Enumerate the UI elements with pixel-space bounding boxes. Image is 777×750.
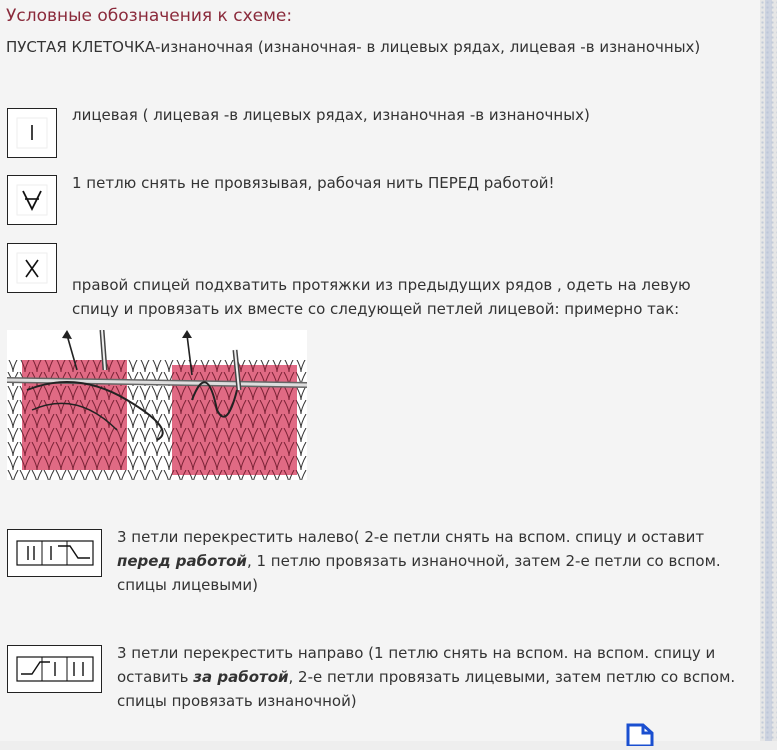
legend-text-cross: правой спицей подхватить протяжки из предыдущих рядов , одеть на левую спицу и провязать их вместе со следующей петлей лицевой: примерно так: xyxy=(72,276,691,318)
cable-left-symbol-icon xyxy=(7,529,102,577)
scrollbar[interactable] xyxy=(760,0,777,741)
cable-right-text-end: , 2-е петли провязать лицевыми, затем петлю со вспом. спицы провязать изнаночной) xyxy=(117,668,736,710)
cable-right-text-start: 3 петли перекрестить направо (1 петлю снять на вспом. на вспом. спицу и оставить xyxy=(117,644,716,686)
cable-left-text-start: 3 петли перекрестить налево( 2-е петли снять на вспом. спицу и оставит xyxy=(117,528,705,546)
slip-stitch-symbol-icon xyxy=(7,175,57,225)
cable-right-emphasis: за работой xyxy=(193,668,289,686)
page-title: Условные обозначения к схеме: xyxy=(6,6,293,26)
cable-left-emphasis: перед работой xyxy=(117,552,247,570)
legend-text-slip: 1 петлю снять не провязывая, рабочая нить ПЕРЕД работой! xyxy=(72,174,555,192)
scrollbar-texture xyxy=(760,0,777,741)
legend-text-cable-right xyxy=(117,641,747,713)
knitting-illustration xyxy=(7,330,307,480)
cross-symbol-icon xyxy=(7,243,57,293)
legend-text-cable-left xyxy=(117,525,737,597)
cable-left-text-end: , 1 петлю провязать изнаночной, затем 2-е петли со вспом. спицы лицевыми) xyxy=(117,552,721,594)
legend-text-knit: лицевая ( лицевая -в лицевых рядах, изнаночная -в изнаночных) xyxy=(72,106,590,124)
document-icon[interactable] xyxy=(626,722,656,746)
subtitle: ПУСТАЯ КЛЕТОЧКА-изнаночная (изнаночная- в лицевых рядах, лицевая -в изнаночных) xyxy=(6,38,701,56)
cable-right-symbol-icon xyxy=(7,645,102,693)
knit-symbol-icon xyxy=(7,108,57,158)
